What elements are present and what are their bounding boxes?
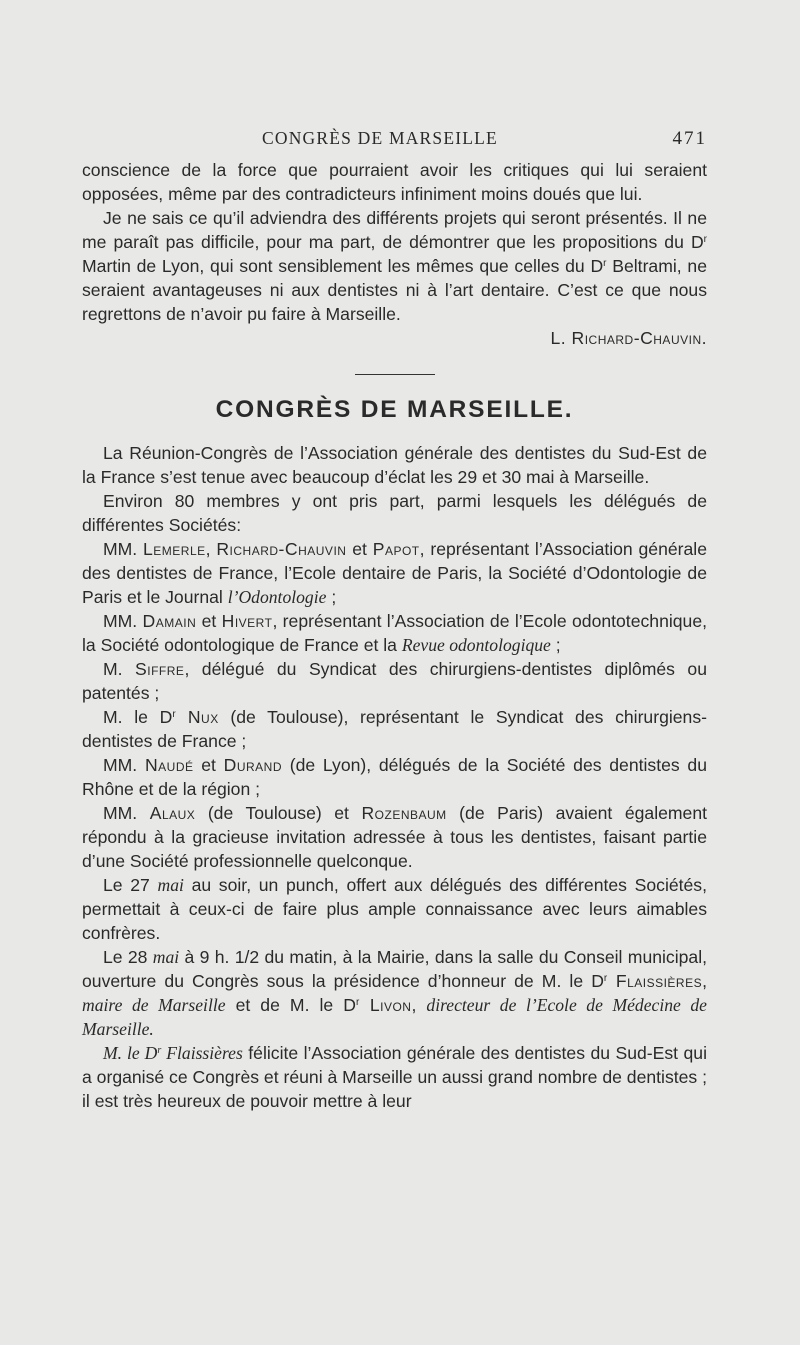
journal-title: l’Odontologie (227, 587, 327, 607)
person-name: Damain (142, 611, 197, 631)
section-divider (355, 374, 435, 375)
person-name: Alaux (149, 803, 196, 823)
article-paragraph: Environ 80 membres y ont pris part, parmi lesquels les délégués de différentes Sociétés: (82, 491, 707, 535)
person-name: Papot (372, 539, 420, 559)
person-name: Flaissières (161, 1043, 243, 1063)
delegates-paragraph: MM. Damain et Hivert, représentant l’Association de l’Ecole odontotechnique, la Société odontologique de France et la Revue odontologique ; (82, 611, 708, 655)
person-name: Naudé (144, 755, 194, 775)
article-paragraph: M. le $D^r$ Flaissières félicite l’Association générale des dentistes du Sud-Est qui a organisé ce Congrès et réuni à Marseille un aussi grand nombre de dentistes ; il est très heureux de pouvoir mettre à leur (82, 1043, 707, 1111)
delegates-paragraph: MM. Naudé et Durand (de Lyon), délégués de la Société des dentistes du Rhône et de la région ; (82, 755, 707, 799)
running-title: CONGRÈS DE MARSEILLE (262, 128, 498, 148)
article-paragraph: Le 27 mai au soir, un punch, offert aux délégués des différentes Sociétés, permettait à ceux-ci de faire plus ample connaissance avec leurs aimables confrères. (82, 875, 707, 943)
journal-title: Revue odontologique (401, 635, 551, 655)
person-name: Lemerle (143, 539, 206, 559)
person-name: Livon (359, 995, 412, 1015)
previous-article-paragraph: Je ne sais ce qu’il adviendra des différents projets qui seront présentés. Il ne me paraît pas difficile, pour ma part, de démontrer que les propositions du $D^r$ Martin de Lyon, qui sont sensiblement les mêmes que celles du $D^r$ Beltrami, ne seraient avantageuses ni aux dentistes ni à l’art dentaire. C’est ce que nous regrettons de n’avoir pu faire à Marseille. (82, 208, 707, 324)
person-name: Rozenbaum (361, 803, 447, 823)
delegates-paragraph: M. le $D^r$ Nux (de Toulouse), représentant le Syndicat des chirurgiens-dentistes de France ; (82, 707, 707, 751)
article-paragraph: Le 28 mai à 9 h. 1/2 du matin, à la Mairie, dans la salle du Conseil municipal, ouverture du Congrès sous la présidence d’honneur de M. le $D^r$ Flaissières, maire de Marseille et de M. le $D^r$ Livon, directeur de l’Ecole de Médecine de Marseille. (82, 947, 707, 1039)
article-paragraph: La Réunion-Congrès de l’Association générale des dentistes du Sud-Est de la France s’est tenue avec beaucoup d’éclat les 29 et 30 mai à Marseille. (82, 443, 707, 487)
previous-article-continuation: conscience de la force que pourraient avoir les critiques qui lui seraient opposées, même par des contradicteurs infiniment moins doués que lui. (82, 160, 707, 204)
author-signature: L. Richard-Chauvin. (550, 328, 707, 348)
person-name: Hivert (221, 611, 273, 631)
section-title: CONGRÈS DE MARSEILLE. (215, 396, 574, 423)
delegates-paragraph: M. Siffre, délégué du Syndicat des chirurgiens-dentistes diplômés ou patentés ; (82, 659, 707, 703)
delegates-paragraph: MM. Alaux (de Toulouse) et Rozenbaum (de Paris) avaient également répondu à la gracieuse invitation adressée à tous les dentistes, faisant partie d’une Société professionnelle quelconque. (82, 803, 707, 871)
delegates-paragraph: MM. Lemerle, Richard-Chauvin et Papot, représentant l’Association générale des dentistes de France, l’Ecole dentaire de Paris, la Société d’Odontologie de Paris et le Journal l’Odontologie ; (82, 539, 707, 607)
person-name: Siffre (135, 659, 185, 679)
person-name: Richard-Chauvin (216, 539, 347, 559)
person-name: Durand (223, 755, 282, 775)
person-name: Flaissières (607, 971, 703, 991)
body-text (82, 158, 707, 1113)
person-name: Nux (175, 707, 219, 727)
page-number: 471 (672, 128, 707, 149)
